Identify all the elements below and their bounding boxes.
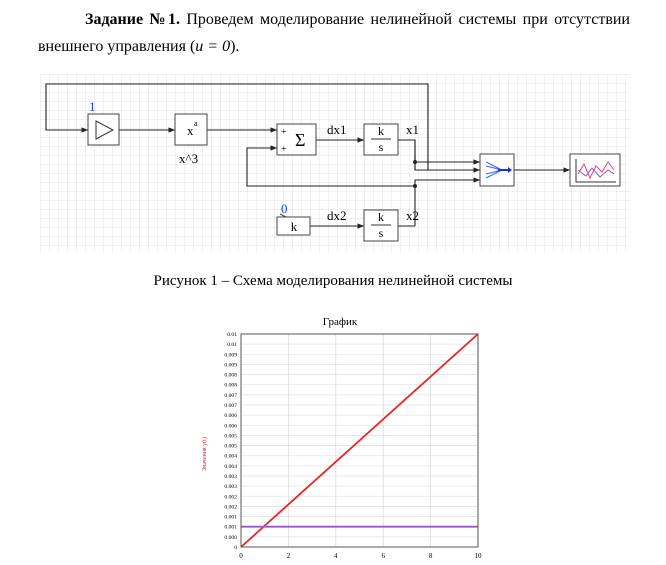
gain-value: 1 xyxy=(89,99,96,114)
task-label: Задание №1. xyxy=(85,11,180,28)
constant-label: k xyxy=(290,219,298,234)
chart-y-tick-label: 0.003 xyxy=(224,474,237,480)
sum-sign-bottom: + xyxy=(281,144,287,155)
chart-y-tick-label: 0.008 xyxy=(224,382,237,389)
chart-y-ticks xyxy=(224,332,237,551)
chart-y-tick-label: 0.001 xyxy=(224,524,237,531)
sum-sign-top: + xyxy=(281,127,287,138)
task-text: Проведем моделирование нелинейной системы при отсутствии внешнего управления ( xyxy=(38,11,630,55)
chart-y-tick-label: 0 xyxy=(234,545,237,551)
chart-y-tick-label: 0.01 xyxy=(227,332,237,338)
chart-x-tick-label: 4 xyxy=(334,552,338,560)
chart-y-tick-label: 0.006 xyxy=(224,413,237,420)
chart-x-tick-label: 2 xyxy=(286,552,291,560)
chart-y-tick-label: 0.000 xyxy=(224,534,237,541)
signal-dx2: dx2 xyxy=(327,208,347,223)
chart-y-tick-label: 0.007 xyxy=(224,392,237,399)
sum-symbol: Σ xyxy=(295,130,306,150)
signal-x2: x2 xyxy=(406,208,419,223)
scope-block[interactable] xyxy=(570,154,620,186)
power-label: x^3 xyxy=(179,151,199,166)
chart-y-tick-label: 0.004 xyxy=(224,453,237,460)
result-chart xyxy=(200,312,490,565)
chart-title: График xyxy=(322,316,358,328)
chart-y-tick-label: 0.004 xyxy=(224,463,237,470)
diagram-grid xyxy=(40,74,630,252)
task-paragraph xyxy=(38,6,630,60)
gain-block[interactable] xyxy=(88,114,119,145)
chart-y-tick-label: 0.009 xyxy=(224,362,237,369)
figure-caption: Рисунок 1 – Схема моделирования нелинейной системы xyxy=(153,273,513,289)
chart-x-tick-label: 0 xyxy=(239,552,243,560)
chart-ylabel: Значения y(t) xyxy=(202,437,208,471)
chart-y-tick-label: 0.001 xyxy=(224,514,237,521)
chart-y-tick-label: 0.002 xyxy=(224,504,237,511)
power-exponent: a xyxy=(194,119,198,128)
task-text-end: ). xyxy=(230,38,240,55)
simulation-diagram xyxy=(40,74,630,252)
signal-dx1: dx1 xyxy=(327,122,347,137)
chart-y-tick-label: 0.002 xyxy=(224,494,237,501)
chart-x-ticks xyxy=(239,552,482,560)
chart-y-tick-label: 0.009 xyxy=(224,352,237,359)
chart-x-tick-label: 6 xyxy=(381,552,385,560)
power-symbol: x xyxy=(187,123,194,138)
chart-y-tick-label: 0.006 xyxy=(224,423,237,430)
integrator-1-den: s xyxy=(378,140,384,154)
chart-series-line-1 xyxy=(241,334,478,547)
chart-y-tick-label: 0.007 xyxy=(224,403,237,409)
integrator-2-num: k xyxy=(378,210,384,224)
integrator-1-num: k xyxy=(378,124,384,138)
chart-x-tick-label: 8 xyxy=(428,552,433,560)
chart-x-tick-label: 10 xyxy=(474,552,482,560)
chart-y-tick-label: 0.005 xyxy=(224,433,237,440)
mux-block[interactable] xyxy=(480,154,514,186)
chart-series xyxy=(241,334,478,547)
integrator-2-den: s xyxy=(378,226,384,240)
chart-y-tick-label: 0.005 xyxy=(224,443,237,450)
constant-value: 0 xyxy=(281,201,288,216)
chart-y-tick-label: 0.003 xyxy=(224,484,237,491)
chart-y-tick-label: 0.008 xyxy=(224,372,237,379)
task-math: u = 0 xyxy=(195,38,231,55)
chart-y-tick-label: 0.01 xyxy=(227,342,237,349)
signal-x1: x1 xyxy=(406,122,419,137)
